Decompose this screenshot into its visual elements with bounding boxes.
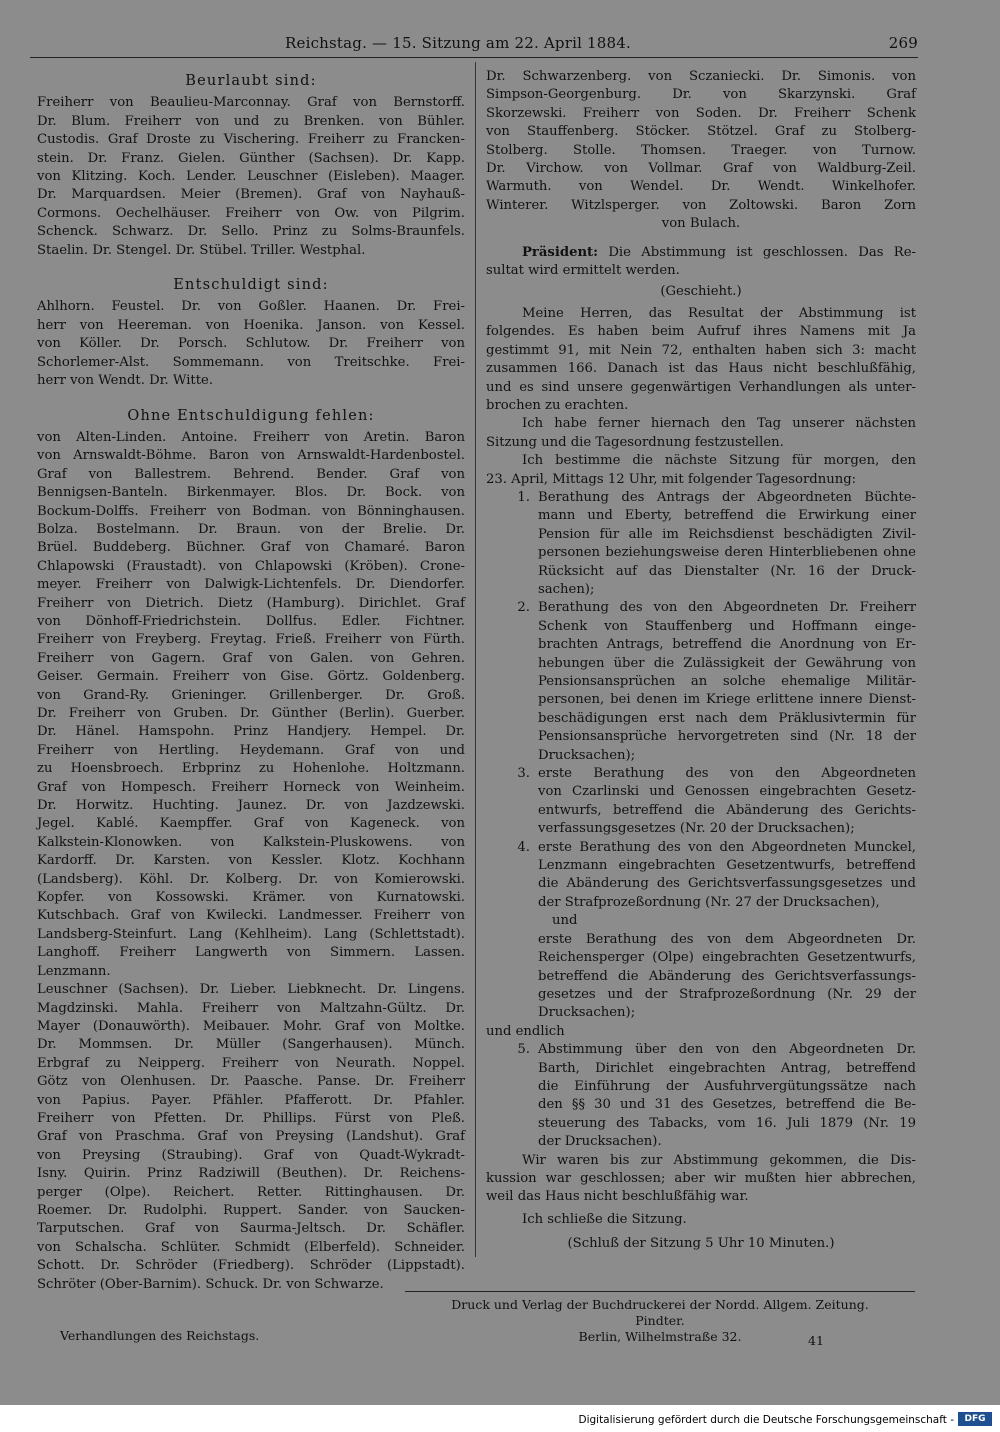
ohne-list <box>37 429 465 1294</box>
text-line: erste Berathung des von den Abgeordneten <box>538 766 916 782</box>
agenda-list <box>486 489 916 912</box>
agenda-item <box>486 489 916 599</box>
printer-line-2: Berlin, Wilhelmstraße 32. <box>578 1329 742 1344</box>
text-line: (Landsberg). Köhl. Dr. Kolberg. Dr. von Komierowski. <box>37 871 465 887</box>
text-line: 23. April, Mittags 12 Uhr, mit folgender Tagesordnung: <box>486 471 857 487</box>
text-line: brochen zu erachten. <box>486 397 629 413</box>
text-line: der Strafprozeßordnung (Nr. 27 der Drucksachen), <box>538 894 880 910</box>
agenda-text <box>538 839 916 913</box>
text-line: erste Berathung des von den Abgeordneten Munckel, <box>538 839 916 855</box>
agenda-item <box>486 1041 916 1151</box>
text-line: Leuschner (Sachsen). Dr. Lieber. Liebknecht. Dr. Lingens. <box>37 982 465 998</box>
text-line: Dr. Hänel. Hamspohn. Prinz Handjery. Hempel. Dr. <box>37 724 465 740</box>
text-line: Dr. Mommsen. Dr. Müller (Sangerhausen). Münch. <box>37 1037 465 1053</box>
text-line: Schenck. Schwarz. Dr. Sello. Prinz zu Solms-Braunfels. <box>37 224 465 240</box>
text-line: Schott. Dr. Schröder (Friedberg). Schröder (Lippstadt). <box>37 1258 465 1274</box>
text-line: weil das Haus nicht beschlußfähig war. <box>486 1189 749 1205</box>
text-line: Kopfer. von Kossowski. Krämer. von Kurnatowski. <box>37 890 465 906</box>
agenda-item-4b <box>486 931 916 1023</box>
text-line: Graf von Ballestrem. Behrend. Bender. Graf von <box>37 466 465 482</box>
text-line: mann und Eberty, betreffend die Erwirkung einer <box>538 508 916 524</box>
beurlaubt-heading: Beurlaubt sind: <box>185 73 317 89</box>
text-line: Erbgraf zu Neipperg. Freiherr von Neurath. Noppel. <box>37 1055 465 1071</box>
text-line: gestimmt 91, mit Nein 72, enthalten haben sich 3: macht <box>486 342 916 358</box>
text-line: Landsberg-Steinfurt. Lang (Kehlheim). Lang (Schlettstadt). <box>37 926 465 942</box>
president-line-1 <box>486 244 916 262</box>
text-line: Sitzung und die Tagesordnung festzustellen. <box>486 434 784 450</box>
text-line: Kalkstein-Klonowken. von Kalkstein-Pluskowens. von <box>37 834 465 850</box>
printer-imprint <box>425 1297 895 1345</box>
text-line: von Stauffenberg. Stöcker. Stötzel. Graf zu Stolberg- <box>486 124 916 140</box>
text-line: Jegel. Kablé. Kaempffer. Graf von Kageneck. von <box>37 816 465 832</box>
running-header <box>30 30 918 58</box>
footer-rule <box>405 1291 915 1292</box>
text-line: Schenk von Stauffenberg und Hoffmann einge- <box>538 618 916 634</box>
text-line: Freiherr von Beaulieu-Marconnay. Graf von Bernstorff. <box>37 95 465 111</box>
dfg-logo: DFG <box>958 1412 992 1426</box>
names-last-line: von Bulach. <box>661 216 741 232</box>
text-line: Rücksicht auf das Dienstalter (Nr. 16 der Druck- <box>538 563 916 579</box>
session-end-note: (Schluß der Sitzung 5 Uhr 10 Minuten.) <box>567 1236 835 1252</box>
text-line: Langhoff. Freiherr Langwerth von Simmern. Lassen. Lenzmann. <box>37 945 465 979</box>
text-line: Lenzmann eingebrachten Gesetzentwurfs, betreffend <box>538 858 916 874</box>
president-line-2: sultat wird ermittelt werden. <box>486 263 680 279</box>
text-line: Bennigsen-Banteln. Birkenmayer. Blos. Dr. Bock. von <box>37 485 465 501</box>
text-line: betreffend die Abänderung des Gerichtsverfassungs- <box>538 968 916 984</box>
left-column <box>37 68 465 1294</box>
text-line: Isny. Quirin. Prinz Radziwill (Beuthen). Dr. Reichens- <box>37 1166 465 1182</box>
text-line: zusammen 166. Danach ist das Haus nicht beschlußfähig, <box>486 361 916 377</box>
text-line: Ich habe ferner hiernach den Tag unserer nächsten <box>522 416 916 432</box>
text-line: Ich bestimme die nächste Sitzung für morgen, den <box>522 453 916 469</box>
geschieht-note: (Geschieht.) <box>660 284 742 300</box>
text-line: Pension für alle im Reichsdienst beschädigten Zivil- <box>538 526 916 542</box>
text-line: Magdzinski. Mahla. Freiherr von Maltzahn-Gültz. Dr. <box>37 1000 465 1016</box>
text-line: Roemer. Dr. Rudolphi. Ruppert. Sander. von Saucken- <box>37 1202 465 1218</box>
spacer <box>37 260 465 270</box>
beurlaubt-list <box>37 94 465 260</box>
text-line: von Czarlinski und Genossen eingebrachten Gesetz- <box>538 784 916 800</box>
spacer <box>37 391 465 401</box>
text-line: Kutschbach. Graf von Kwilecki. Landmesser. Freiherr von <box>37 908 465 924</box>
text-line: Reichensperger (Olpe) eingebrachten Gesetzentwurfs, <box>538 950 916 966</box>
text-line: Brüel. Buddeberg. Büchner. Graf von Chamaré. Baron <box>37 540 465 556</box>
text-line: von Dönhoff-Friedrichstein. Dollfus. Edler. Fichtner. <box>37 613 465 629</box>
text-line: von Grand-Ry. Grieninger. Grillenberger. Dr. Groß. <box>37 687 465 703</box>
text-line: Drucksachen); <box>538 747 636 763</box>
text-line: Ahlhorn. Feustel. Dr. von Goßler. Haanen. Dr. Frei- <box>37 299 465 315</box>
agenda-number: 4. <box>517 839 530 855</box>
names-continued <box>486 68 916 215</box>
entschuldigt-list <box>37 298 465 390</box>
agenda-text <box>538 599 916 765</box>
text-line: Schorlemer-Alst. Sommemann. von Treitschke. Frei- <box>37 354 465 370</box>
text-line: stein. Dr. Franz. Gielen. Günther (Sachsen). Dr. Kapp. <box>37 150 465 166</box>
text-line: Mayer (Donauwörth). Meibauer. Mohr. Graf von Moltke. <box>37 1018 465 1034</box>
agenda-number: 2. <box>517 600 530 616</box>
sheet-signature: 41 <box>808 1333 824 1348</box>
entschuldigt-heading: Entschuldigt sind: <box>173 277 329 294</box>
text-line: Abstimmung über den von den Abgeordneten Dr. <box>538 1042 916 1058</box>
text-line: folgendes. Es haben beim Aufruf ihres Namens mit Ja <box>486 324 916 340</box>
text-line: der Drucksachen). <box>538 1134 662 1150</box>
text-line: herr von Heereman. von Hoenika. Janson. von Kessel. <box>37 317 465 333</box>
text-line: Staelin. Dr. Stengel. Dr. Stübel. Triller. Westphal. <box>37 242 366 258</box>
header-title: Reichstag. — 15. Sitzung am 22. April 1884. <box>285 34 631 52</box>
page-number: 269 <box>888 34 918 52</box>
text-line: gesetzes und der Strafprozeßordnung (Nr. 29 der <box>538 986 916 1002</box>
text-line: kussion war geschlossen; aber wir mußten hier abbrechen, <box>486 1170 916 1186</box>
text-line: von Papius. Payer. Pfähler. Pfafferott. Dr. Pfahler. <box>37 1092 465 1108</box>
text-line: Pensionsansprüchen an solche ehemalige Militär- <box>538 674 916 689</box>
text-line: Custodis. Graf Droste zu Vischering. Freiherr zu Francken- <box>37 132 465 148</box>
text-line: meyer. Freiherr von Dalwigk-Lichtenfels. Dr. Diendorfer. <box>37 577 465 593</box>
agenda-number: 1. <box>517 489 530 505</box>
text-line: Dr. Marquardsen. Meier (Bremen). Graf von Nayhauß- <box>37 187 465 203</box>
text-line: steuerung des Tabacks, vom 16. Juli 1879 (Nr. 19 <box>538 1115 916 1131</box>
text-line: Kardorff. Dr. Karsten. von Kessler. Klotz. Kochhann <box>37 853 465 869</box>
text-line: Drucksachen); <box>538 1005 636 1021</box>
next-session-paragraph <box>486 415 916 452</box>
text-line: Freiherr von Freyberg. Freytag. Frieß. Freiherr von Fürth. <box>37 632 465 648</box>
text-line: perger (Olpe). Reichert. Retter. Rittinghausen. Dr. <box>37 1184 465 1200</box>
text-line: Geiser. Germain. Freiherr von Gise. Görtz. Goldenberg. <box>37 669 465 685</box>
president-text-1: Die Abstimmung ist geschlossen. Das Re- <box>608 244 916 260</box>
volume-note: Verhandlungen des Reichstags. <box>60 1328 260 1343</box>
dfg-bar <box>0 1405 1000 1432</box>
text-line: brachten Antrags, betreffend die Anordnung von Er- <box>538 637 916 653</box>
text-line: erste Berathung des von dem Abgeordneten Dr. <box>538 931 916 947</box>
agenda-text <box>538 765 916 839</box>
agenda-number: 3. <box>517 766 530 782</box>
text-line: Berathung des von den Abgeordneten Dr. Freiherr <box>538 600 916 616</box>
text-line: Cormons. Oechelhäuser. Freiherr von Ow. von Pilgrim. <box>37 205 465 221</box>
text-line: Bockum-Dolffs. Freiherr von Bodman. von Bönninghausen. <box>37 503 465 519</box>
agenda-item <box>486 599 916 765</box>
und-endlich: und endlich <box>486 1023 565 1039</box>
text-line: von Klitzing. Koch. Lender. Leuschner (Eisleben). Maager. <box>37 169 465 185</box>
close-statement: Ich schließe die Sitzung. <box>522 1211 687 1227</box>
text-line: den §§ 30 und 31 des Gesetzes, betreffend die Be- <box>538 1097 916 1113</box>
text-line: Tarputschen. Graf von Saurma-Jeltsch. Dr. Schäfler. <box>37 1221 465 1237</box>
text-line: und es sind unsere gegenwärtigen Verhandlungen als unter- <box>486 379 916 395</box>
printer-line-1: Druck und Verlag der Buchdruckerei der Nordd. Allgem. Zeitung. Pindter. <box>451 1297 869 1328</box>
text-line: sachen); <box>538 581 595 597</box>
text-line: Wir waren bis zur Abstimmung gekommen, die Dis- <box>522 1152 916 1168</box>
text-line: personen beziehungsweise deren Hinterbliebenen ohne <box>538 545 916 561</box>
column-divider <box>475 62 476 1257</box>
ohne-heading: Ohne Entschuldigung fehlen: <box>127 407 375 424</box>
text-line: Simpson-Georgenburg. Dr. von Skarzynski. Graf <box>486 87 916 103</box>
text-line: hebungen über die Zulässigkeit der Gewährung von <box>538 655 916 671</box>
text-line: entwurfs, betreffend die Abänderung des Gerichts- <box>538 802 916 818</box>
text-line: zu Hoensbroech. Erbprinz zu Hohenlohe. Holtzmann. <box>37 761 465 777</box>
text-line: Dr. Blum. Freiherr von und zu Brenken. von Bühler. <box>37 113 465 129</box>
text-line: von Schalscha. Schlüter. Schmidt (Elberfeld). Schneider. <box>37 1239 465 1255</box>
text-line: Meine Herren, das Resultat der Abstimmung ist <box>522 305 916 321</box>
text-line: Götz von Olenhusen. Dr. Paasche. Panse. Dr. Freiherr <box>37 1074 465 1090</box>
text-line: verfassungsgesetzes (Nr. 20 der Drucksachen); <box>538 821 855 837</box>
text-line: Freiherr von Hertling. Heydemann. Graf von und <box>37 742 465 758</box>
text-line: Berathung des Antrags der Abgeordneten Büchte- <box>538 489 916 505</box>
text-line: von Alten-Linden. Antoine. Freiherr von Aretin. Baron <box>37 429 465 445</box>
text-line: personen, bei denen im Kriege erlittene innere Dienst- <box>538 692 916 708</box>
text-line: Dr. Schwarzenberg. von Sczaniecki. Dr. Simonis. von <box>486 69 916 84</box>
text-line: Bolza. Bostelmann. Dr. Braun. von der Brelie. Dr. <box>37 521 465 537</box>
text-line: Barth, Dirichlet eingebrachten Antrag, betreffend <box>538 1060 916 1076</box>
text-line: die Einführung der Ausfuhrvergütungssätze nach <box>538 1078 916 1094</box>
result-paragraph <box>486 305 916 415</box>
text-line: von Preysing (Straubing). Graf von Quadt-Wykradt- <box>37 1147 465 1163</box>
header-rule <box>30 57 918 58</box>
dfg-funding-text: Digitalisierung gefördert durch die Deutsche Forschungsgemeinschaft - <box>578 1414 954 1426</box>
text-line: Freiherr von Gagern. Graf von Galen. von Gehren. <box>37 650 465 666</box>
text-line: herr von Wendt. Dr. Witte. <box>37 373 214 389</box>
text-line: Freiherr von Pfetten. Dr. Phillips. Fürst von Pleß. <box>37 1110 465 1126</box>
text-line: von Arnswaldt-Böhme. Baron von Arnswaldt-Hardenbostel. <box>37 448 465 464</box>
agenda-und: und <box>552 913 578 929</box>
propose-paragraph <box>486 452 916 489</box>
agenda-number: 5. <box>517 1042 530 1058</box>
text-line: Graf von Praschma. Graf von Preysing (Landshut). Graf <box>37 1129 465 1145</box>
agenda-item-5 <box>486 1041 916 1151</box>
text-line: von Köller. Dr. Porsch. Schlutow. Dr. Freiherr von <box>37 336 465 352</box>
agenda-item <box>486 839 916 913</box>
agenda-text <box>538 1041 916 1151</box>
text-line: Freiherr von Dietrich. Dietz (Hamburg). Dirichlet. Graf <box>37 595 465 611</box>
right-column <box>486 68 916 1254</box>
closing-paragraph <box>486 1152 916 1207</box>
text-line: Stolberg. Stolle. Thomsen. Traeger. von Turnow. <box>486 142 916 158</box>
text-line: Dr. Freiherr von Gruben. Dr. Günther (Berlin). Guerber. <box>37 706 465 721</box>
text-line: Skorzewski. Freiherr von Soden. Dr. Freiherr Schenk <box>486 105 916 121</box>
agenda-item <box>486 765 916 839</box>
text-line: Chlapowski (Fraustadt). von Chlapowski (Kröben). Crone- <box>37 558 465 574</box>
text-line: Schröter (Ober-Barnim). Schuck. Dr. von Schwarze. <box>37 1276 384 1292</box>
agenda-text <box>538 489 916 599</box>
president-label: Präsident: <box>522 244 599 260</box>
text-line: Pensionsansprüche hervorgetreten sind (Nr. 18 der <box>538 729 916 745</box>
text-line: die Abänderung des Gerichtsverfassungsgesetzes und <box>538 876 916 892</box>
text-line: Dr. Virchow. von Vollmar. Graf von Waldburg-Zeil. <box>486 161 916 177</box>
text-line: Dr. Horwitz. Huchting. Jaunez. Dr. von Jazdzewski. <box>37 798 465 814</box>
text-line: Warmuth. von Wendel. Dr. Wendt. Winkelhofer. <box>486 179 916 195</box>
text-line: Winterer. Witzlsperger. von Zoltowski. Baron Zorn <box>486 197 916 213</box>
spacer <box>486 234 916 244</box>
text-line: Graf von Hompesch. Freiherr Horneck von Weinheim. <box>37 779 465 795</box>
text-line: beschädigungen erst nach dem Präklusivtermin für <box>538 710 916 726</box>
